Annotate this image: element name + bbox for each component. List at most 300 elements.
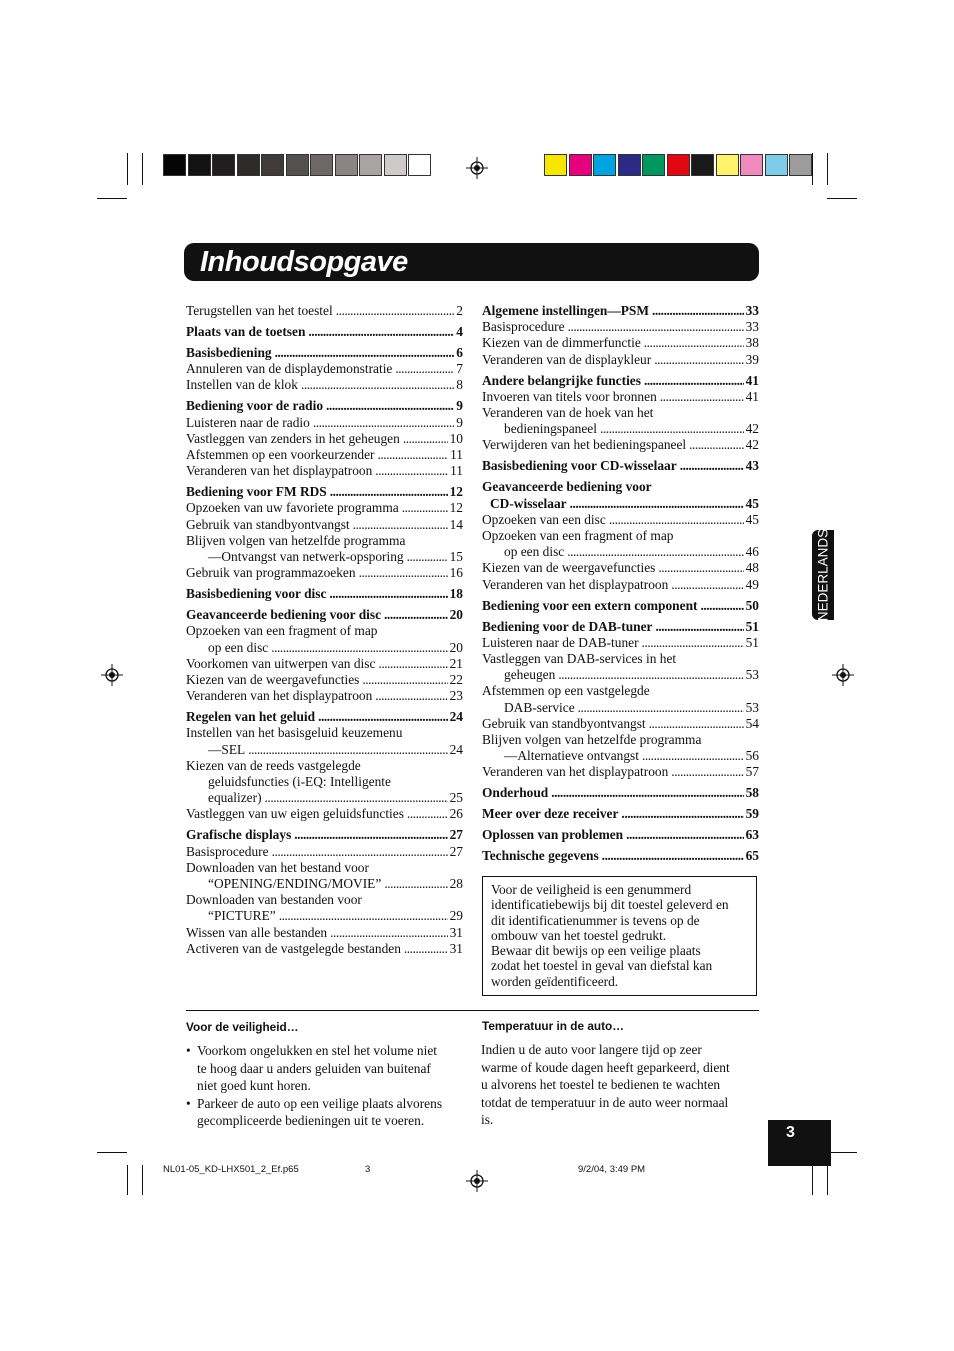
toc-entry [186, 908, 463, 924]
toc-entry [186, 640, 463, 656]
toc-entry-text: Instellen van het basisgeluid keuzemenu [186, 725, 403, 741]
toc-page-number: 10 [449, 430, 463, 446]
toc-entry-text: Opzoeken van een fragment of map [482, 528, 674, 544]
toc-leader [395, 361, 454, 377]
toc-entry-title: Vastleggen van uw eigen geluidsfuncties [186, 806, 404, 822]
crop-mark [97, 198, 127, 199]
color-swatch [740, 154, 763, 176]
toc-page-number: 31 [449, 940, 463, 956]
color-swatch [789, 154, 812, 176]
temperature-line: totdat de temperatuur in de auto weer normaal [481, 1094, 729, 1110]
toc-entry-title: Terugstellen van het toestel [186, 303, 333, 318]
toc-entry-text: Veranderen van de hoek van het [482, 405, 654, 421]
toc-entry-title: Gebruik van programmazoeken [186, 565, 356, 581]
color-swatch [163, 154, 186, 176]
temperature-line: u alvorens het toestel te bedienen te wachten [481, 1077, 721, 1092]
toc-entry-title: Meer over deze receiver [482, 806, 619, 822]
toc-leader [551, 785, 743, 801]
color-swatch [261, 154, 284, 176]
crop-mark [827, 1152, 857, 1153]
toc-entry-title: Basisbediening voor disc [186, 586, 327, 602]
toc-section [482, 806, 759, 822]
toc-entry-text: Kiezen van de reeds vastgelegde [186, 757, 361, 773]
toc-leader [375, 463, 448, 479]
toc-entry-title: Basisbediening voor CD-wisselaar [482, 458, 677, 474]
toc-leader [652, 303, 744, 319]
security-notice-line: identificatiebewijs bij dit toestel geleverd en [491, 897, 729, 913]
toc-entry-text: Blijven volgen van hetzelfde programma [186, 532, 406, 548]
toc-page-number: 65 [745, 848, 759, 864]
color-swatch [765, 154, 788, 176]
toc-leader [404, 941, 448, 957]
toc-page-number: 57 [745, 764, 759, 780]
color-swatch [188, 154, 211, 176]
title-bar [184, 243, 759, 281]
toc-entry [482, 437, 759, 453]
toc-left-column [186, 303, 463, 962]
toc-leader [318, 709, 448, 725]
security-notice-line: ombouw van het toestel gedrukt. [491, 927, 667, 943]
toc-page-number: 33 [745, 303, 759, 318]
toc-leader [570, 496, 744, 512]
toc-leader [626, 827, 743, 843]
safety-bullet-line: • Voorkom ongelukken en stel het volume niet [197, 1043, 437, 1058]
toc-section [186, 586, 463, 602]
toc-entry-title: Verwijderen van het bedieningspaneel [482, 437, 687, 453]
toc-entry [186, 484, 463, 500]
toc-page-number: 25 [449, 790, 463, 806]
toc-leader [353, 517, 448, 533]
toc-entry-title: op een disc [208, 639, 269, 655]
security-notice-line: zodat het toestel in geval van diefstal kan [491, 958, 713, 974]
toc-entry-title: Algemene instellingen—PSM [482, 303, 649, 318]
toc-leader [671, 764, 743, 780]
toc-entry [186, 876, 463, 892]
toc-entry [186, 565, 463, 581]
toc-entry-title: Technische gegevens [482, 848, 599, 864]
toc-entry-title: Grafische displays [186, 827, 292, 843]
color-swatch [593, 154, 616, 176]
toc-entry [186, 607, 463, 623]
toc-page-number: 41 [745, 372, 759, 388]
toc-page-number: 50 [745, 597, 759, 613]
toc-page-number: 24 [449, 741, 463, 757]
toc-entry-title: Andere belangrijke functies [482, 372, 641, 388]
toc-entry [186, 549, 463, 565]
toc-entry-title: bedieningspaneel [504, 421, 597, 437]
toc-entry [186, 827, 463, 843]
toc-section [482, 479, 759, 592]
toc-entry [482, 303, 759, 319]
toc-entry-title: “PICTURE” [208, 908, 276, 924]
toc-entry [186, 303, 463, 319]
toc-leader [578, 700, 744, 716]
toc-leader [402, 500, 448, 516]
toc-entry [482, 319, 759, 335]
section-divider [186, 1010, 759, 1011]
toc-leader [680, 458, 744, 474]
toc-leader [329, 586, 447, 602]
toc-leader [403, 431, 448, 447]
toc-entry-text: Downloaden van het bestand voor [186, 859, 369, 875]
toc-page-number: 59 [745, 806, 759, 822]
toc-page-number: 24 [449, 709, 463, 725]
toc-entry [186, 463, 463, 479]
toc-page-number: 23 [449, 688, 463, 704]
toc-entry-title: Voorkomen van uitwerpen van disc [186, 655, 376, 671]
toc-page-number: 11 [450, 463, 463, 479]
crop-mark [827, 153, 828, 185]
crop-mark [827, 1165, 828, 1195]
safety-bullet-line: • Parkeer de auto op een veilige plaats alvorens [197, 1095, 443, 1111]
toc-entry-title: Gebruik van standbyontvangst [186, 516, 350, 532]
toc-entry [482, 598, 759, 614]
toc-leader [313, 415, 454, 431]
toc-leader [272, 844, 448, 860]
toc-entry [186, 398, 463, 414]
temperature-line: warme of koude dagen heeft geparkeerd, dient [481, 1059, 730, 1075]
toc-page-number: 43 [745, 458, 759, 474]
toc-page-number: 45 [745, 495, 759, 511]
crop-mark [142, 1165, 143, 1195]
page-title: Inhoudsopgave [200, 246, 408, 278]
toc-page-number: 16 [449, 565, 463, 581]
security-notice-box [482, 876, 757, 996]
color-swatch [335, 154, 358, 176]
toc-page-number: 51 [745, 618, 759, 634]
toc-entry [186, 517, 463, 533]
toc-leader [265, 790, 448, 806]
toc-leader [642, 748, 744, 764]
toc-leader [336, 303, 455, 319]
color-swatch [212, 154, 235, 176]
toc-entry-title: Veranderen van het displaypatroon [482, 576, 669, 592]
color-swatches [544, 154, 814, 176]
toc-entry-title: Opzoeken van uw favoriete programma [186, 500, 399, 516]
toc-entry [186, 672, 463, 688]
color-swatch [310, 154, 333, 176]
toc-entry [482, 512, 759, 528]
toc-entry [482, 667, 759, 683]
security-notice-line: Bewaar dit bewijs op een veilige plaats [491, 943, 701, 959]
toc-entry [482, 421, 759, 437]
toc-leader [384, 607, 448, 623]
toc-leader [558, 667, 743, 683]
toc-page-number: 31 [449, 924, 463, 940]
toc-entry [482, 496, 759, 512]
toc-entry-text: Opzoeken van een fragment of map [186, 623, 378, 639]
toc-page-number: 41 [745, 388, 759, 404]
toc-page-number: 6 [456, 345, 463, 360]
security-notice-line: worden geïdentificeerd. [491, 973, 619, 989]
toc-entry-title: —SEL [208, 741, 246, 757]
toc-leader [330, 925, 447, 941]
safety-bullet-line: te hoog daar u anders geluiden van buitenaf [197, 1060, 431, 1076]
toc-leader [642, 635, 744, 651]
toc-entry-text: geluidsfuncties (i-EQ: Intelligente [208, 774, 391, 790]
toc-entry-title: Luisteren naar de radio [186, 414, 310, 430]
language-tab-label: NEDERLANDS [815, 528, 831, 622]
footer-filename: NL01-05_KD-LHX501_2_Ef.p65 [163, 1164, 299, 1175]
toc-entry [186, 500, 463, 516]
toc-section [186, 607, 463, 704]
color-swatch [691, 154, 714, 176]
toc-entry [482, 577, 759, 593]
toc-entry [482, 560, 759, 576]
toc-entry-title: Annuleren van de displaydemonstratie [186, 361, 393, 377]
toc-entry-title: geheugen [504, 667, 556, 683]
toc-entry-title: Veranderen van de displaykleur [482, 351, 652, 367]
toc-page-number: 12 [449, 500, 463, 516]
toc-entry-title: Basisprocedure [482, 319, 565, 335]
toc-page-number: 48 [745, 560, 759, 576]
toc-entry-text: Downloaden van bestanden voor [186, 892, 362, 908]
toc-page-number: 2 [456, 303, 463, 318]
registration-mark-icon [832, 664, 854, 686]
toc-leader [600, 421, 744, 437]
toc-entry-title: Bediening voor de DAB-tuner [482, 618, 653, 634]
safety-bullet-line: niet goed kunt horen. [197, 1078, 311, 1093]
toc-entry [186, 844, 463, 860]
toc-leader [294, 827, 447, 843]
toc-section [482, 458, 759, 474]
color-swatch [667, 154, 690, 176]
color-swatch [642, 154, 665, 176]
crop-mark [142, 153, 143, 185]
toc-page-number: 45 [745, 511, 759, 527]
toc-page-number: 42 [745, 421, 759, 437]
toc-entry-title: “OPENING/ENDING/MOVIE” [208, 876, 382, 892]
toc-section [482, 785, 759, 801]
toc-leader [644, 335, 744, 351]
color-swatch [408, 154, 431, 176]
toc-entry-title: Regelen van het geluid [186, 709, 316, 725]
toc-page-number: 20 [449, 639, 463, 655]
toc-entry-title: Bediening voor een extern component [482, 597, 698, 613]
toc-leader [407, 806, 448, 822]
toc-entry [482, 764, 759, 780]
temperature-line: Indien u de auto voor langere tijd op zeer [481, 1042, 702, 1057]
safety-list [186, 1042, 466, 1130]
page-number-box [768, 1120, 831, 1166]
toc-leader [568, 319, 744, 335]
toc-section [482, 373, 759, 454]
toc-page-number: 38 [745, 335, 759, 351]
color-swatch [569, 154, 592, 176]
toc-section [482, 848, 759, 864]
crop-mark [827, 198, 857, 199]
toc-leader [378, 447, 449, 463]
toc-entry [186, 709, 463, 725]
toc-leader [649, 716, 744, 732]
toc-entry-title: —Alternatieve ontvangst [504, 748, 639, 764]
page-number: 3 [786, 1124, 795, 1141]
toc-page-number: 29 [449, 908, 463, 924]
toc-entry [482, 827, 759, 843]
crop-mark [97, 1152, 127, 1153]
toc-leader [671, 577, 743, 593]
toc-leader [689, 437, 743, 453]
toc-section [482, 303, 759, 368]
color-swatch [544, 154, 567, 176]
toc-page-number: 20 [449, 607, 463, 623]
toc-section [186, 324, 463, 340]
toc-entry [482, 848, 759, 864]
toc-leader [654, 352, 743, 368]
toc-entry [482, 635, 759, 651]
crop-mark [812, 1165, 813, 1195]
toc-entry [482, 544, 759, 560]
toc-section [482, 598, 759, 614]
toc-leader [660, 389, 744, 405]
toc-section [186, 827, 463, 957]
toc-leader [359, 565, 448, 581]
toc-entry-title: Kiezen van de weergavefuncties [482, 560, 656, 576]
toc-entry [482, 389, 759, 405]
toc-entry-title: Activeren van de vastgelegde bestanden [186, 940, 401, 956]
footer-datetime: 9/2/04, 3:49 PM [578, 1164, 646, 1175]
color-swatch [286, 154, 309, 176]
registration-mark-icon [466, 157, 488, 179]
toc-entry [186, 688, 463, 704]
toc-page-number: 51 [745, 634, 759, 650]
toc-page-number: 53 [745, 667, 759, 683]
toc-page-number: 8 [456, 377, 463, 393]
toc-entry [482, 748, 759, 764]
toc-entry-title: Veranderen van het displaypatroon [186, 463, 373, 479]
color-swatch [618, 154, 641, 176]
toc-entry-title: Afstemmen op een voorkeurzender [186, 447, 375, 463]
safety-bullet [186, 1042, 466, 1095]
toc-page-number: 27 [449, 843, 463, 859]
toc-page-number: 9 [456, 414, 463, 430]
toc-entry [186, 806, 463, 822]
toc-leader [308, 324, 454, 340]
toc-entry-title: —Ontvangst van netwerk-opsporing [208, 549, 404, 565]
toc-page-number: 9 [456, 398, 463, 414]
language-tab [812, 530, 834, 620]
toc-page-number: 42 [745, 437, 759, 453]
toc-entry-title: equalizer) [208, 790, 262, 806]
toc-section [482, 619, 759, 781]
toc-leader [248, 742, 447, 758]
toc-entry [186, 656, 463, 672]
safety-heading: Voor de veiligheid… [186, 1020, 299, 1034]
toc-page-number: 33 [745, 319, 759, 335]
toc-page-number: 4 [456, 324, 463, 339]
toc-entry [482, 352, 759, 368]
toc-page-number: 54 [745, 715, 759, 731]
security-notice-line: dit identificatienummer is tevens op de [491, 912, 700, 928]
toc-entry-title: Kiezen van de dimmerfunctie [482, 335, 641, 351]
toc-entry [482, 716, 759, 732]
toc-leader [407, 549, 448, 565]
toc-section [186, 303, 463, 319]
color-swatch [716, 154, 739, 176]
grayscale-swatches [163, 154, 433, 176]
toc-entry-title: Oplossen van problemen [482, 827, 624, 843]
toc-leader [375, 688, 447, 704]
toc-leader [378, 656, 447, 672]
toc-entry-title: Vastleggen van zenders in het geheugen [186, 430, 400, 446]
toc-entry [186, 447, 463, 463]
temperature-line: is. [481, 1112, 494, 1127]
toc-entry [186, 790, 463, 806]
toc-page-number: 39 [745, 351, 759, 367]
toc-leader [330, 484, 448, 500]
toc-page-number: 53 [745, 699, 759, 715]
toc-entry [186, 586, 463, 602]
toc-entry-title: Plaats van de toetsen [186, 324, 306, 339]
toc-entry-title: Wissen van alle bestanden [186, 924, 328, 940]
toc-entry-title: Basisprocedure [186, 843, 269, 859]
toc-entry-title: Basisbediening [186, 345, 272, 360]
toc-section [186, 398, 463, 479]
crop-mark [127, 1165, 128, 1195]
toc-page-number: 18 [449, 586, 463, 602]
toc-entry [186, 941, 463, 957]
toc-leader [301, 377, 454, 393]
toc-leader [384, 876, 447, 892]
toc-entry [482, 700, 759, 716]
toc-entry [482, 785, 759, 801]
registration-mark-icon [466, 1170, 488, 1192]
toc-entry [186, 742, 463, 758]
toc-entry [186, 324, 463, 340]
toc-entry-title: Instellen van de klok [186, 377, 298, 393]
toc-entry [482, 619, 759, 635]
toc-entry-title: Veranderen van het displaypatroon [186, 688, 373, 704]
security-notice-line: Voor de veiligheid is een genummerd [491, 882, 692, 897]
color-swatch [384, 154, 407, 176]
toc-entry [482, 806, 759, 822]
toc-page-number: 58 [745, 785, 759, 801]
toc-entry [186, 925, 463, 941]
toc-entry-title: Gebruik van standbyontvangst [482, 715, 646, 731]
toc-leader [602, 848, 744, 864]
toc-page-number: 7 [456, 361, 463, 377]
toc-leader [656, 619, 744, 635]
toc-page-number: 46 [745, 544, 759, 560]
toc-entry-text: Blijven volgen van hetzelfde programma [482, 732, 702, 748]
toc-section [186, 484, 463, 581]
toc-entry-text: Geavanceerde bediening voor [482, 479, 652, 495]
toc-entry-title: Invoeren van titels voor bronnen [482, 388, 657, 404]
toc-page-number: 12 [449, 484, 463, 500]
toc-page-number: 15 [449, 549, 463, 565]
toc-leader [275, 345, 455, 361]
toc-entry-title: Bediening voor de radio [186, 398, 324, 414]
safety-bullet [186, 1095, 466, 1130]
toc-entry-title: DAB-service [504, 699, 575, 715]
toc-leader [567, 544, 743, 560]
temperature-heading: Temperatuur in de auto… [482, 1019, 625, 1033]
toc-entry [482, 373, 759, 389]
toc-leader [700, 598, 743, 614]
toc-leader [279, 908, 448, 924]
toc-leader [326, 398, 454, 414]
toc-section [482, 827, 759, 843]
toc-leader [271, 640, 447, 656]
toc-entry [482, 458, 759, 474]
toc-leader [621, 806, 743, 822]
toc-leader [362, 672, 447, 688]
toc-section [186, 709, 463, 822]
registration-mark-icon [101, 664, 123, 686]
toc-entry [186, 431, 463, 447]
toc-entry-title: Kiezen van de weergavefuncties [186, 672, 360, 688]
toc-page-number: 21 [449, 655, 463, 671]
